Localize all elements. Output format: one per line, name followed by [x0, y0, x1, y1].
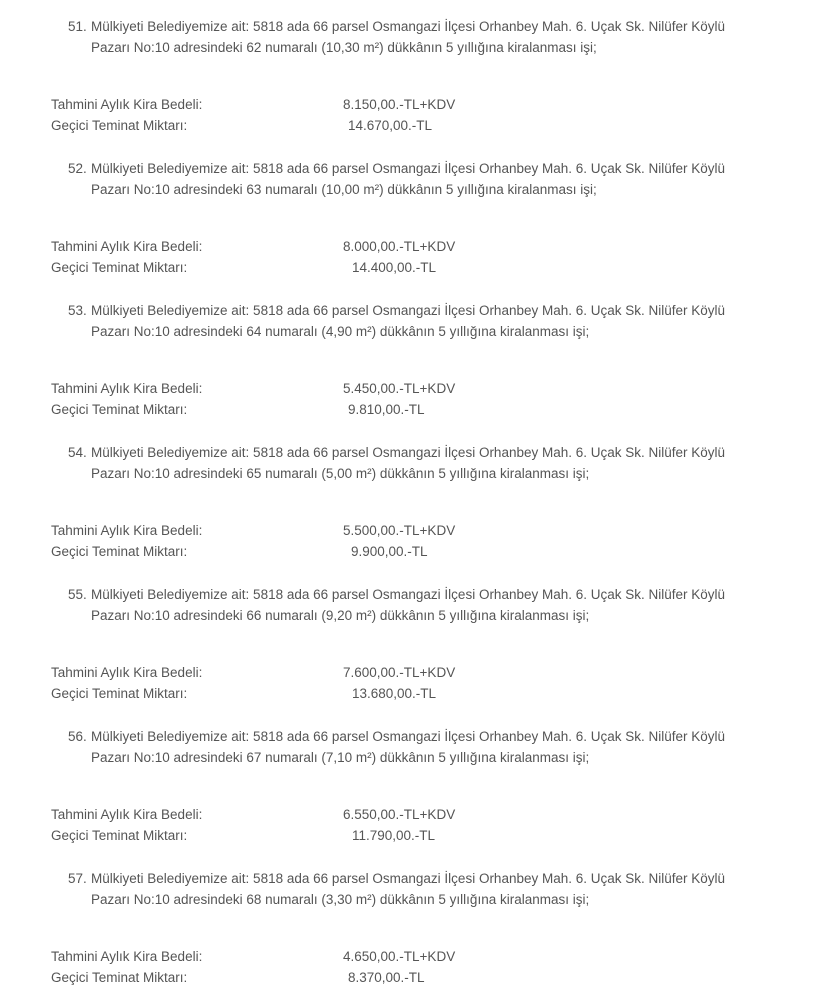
lease-item-52	[0, 144, 814, 286]
item-text-line-2: Pazarı No:10 adresindeki 68 numaralı (3,30 m²) dükkânın 5 yıllığına kiralanması işi;	[91, 892, 590, 907]
rent-label: Tahmini Aylık Kira Bedeli:	[51, 807, 203, 822]
item-number: 54.	[68, 445, 87, 460]
item-description	[68, 442, 758, 484]
item-description	[68, 158, 758, 200]
rent-value: 8.150,00.-TL+KDV	[343, 97, 456, 112]
rent-row	[51, 804, 751, 825]
item-number: 51.	[68, 19, 87, 34]
item-description	[68, 16, 758, 58]
rent-label: Tahmini Aylık Kira Bedeli:	[51, 381, 203, 396]
lease-item-55	[0, 570, 814, 712]
item-text-line-1: Mülkiyeti Belediyemize ait: 5818 ada 66 parsel Osmangazi İlçesi Orhanbey Mah. 6. Uçak Sk. Nilüfer Köylü	[91, 445, 726, 460]
rent-row	[51, 662, 751, 683]
deposit-row	[51, 399, 751, 420]
item-text-line-2: Pazarı No:10 adresindeki 65 numaralı (5,00 m²) dükkânın 5 yıllığına kiralanması işi;	[91, 466, 590, 481]
item-text-line-1: Mülkiyeti Belediyemize ait: 5818 ada 66 parsel Osmangazi İlçesi Orhanbey Mah. 6. Uçak Sk. Nilüfer Köylü	[91, 19, 726, 34]
item-description	[68, 300, 758, 342]
deposit-row	[51, 115, 751, 136]
rent-row	[51, 94, 751, 115]
deposit-value: 14.670,00.-TL	[348, 118, 433, 133]
rent-label: Tahmini Aylık Kira Bedeli:	[51, 239, 203, 254]
deposit-label: Geçici Teminat Miktarı:	[51, 118, 188, 133]
item-text-line-1: Mülkiyeti Belediyemize ait: 5818 ada 66 parsel Osmangazi İlçesi Orhanbey Mah. 6. Uçak Sk. Nilüfer Köylü	[91, 303, 726, 318]
deposit-label: Geçici Teminat Miktarı:	[51, 260, 188, 275]
deposit-value: 14.400,00.-TL	[352, 260, 437, 275]
lease-item-54	[0, 428, 814, 570]
deposit-row	[51, 541, 751, 562]
deposit-label: Geçici Teminat Miktarı:	[51, 828, 188, 843]
rent-label: Tahmini Aylık Kira Bedeli:	[51, 949, 203, 964]
item-text-line-2: Pazarı No:10 adresindeki 64 numaralı (4,90 m²) dükkânın 5 yıllığına kiralanması işi;	[91, 324, 590, 339]
item-text-line-1: Mülkiyeti Belediyemize ait: 5818 ada 66 parsel Osmangazi İlçesi Orhanbey Mah. 6. Uçak Sk. Nilüfer Köylü	[91, 587, 726, 602]
deposit-row	[51, 683, 751, 704]
deposit-value: 9.900,00.-TL	[351, 544, 428, 559]
lease-item-57	[0, 854, 814, 996]
item-number: 55.	[68, 587, 87, 602]
item-text-line-2: Pazarı No:10 adresindeki 62 numaralı (10,30 m²) dükkânın 5 yıllığına kiralanması işi;	[91, 40, 597, 55]
item-text-line-2: Pazarı No:10 adresindeki 63 numaralı (10,00 m²) dükkânın 5 yıllığına kiralanması işi;	[91, 182, 597, 197]
deposit-value: 8.370,00.-TL	[348, 970, 425, 985]
item-text-line-2: Pazarı No:10 adresindeki 66 numaralı (9,20 m²) dükkânın 5 yıllığına kiralanması işi;	[91, 608, 590, 623]
rent-row	[51, 520, 751, 541]
rent-value: 4.650,00.-TL+KDV	[343, 949, 456, 964]
rent-label: Tahmini Aylık Kira Bedeli:	[51, 665, 203, 680]
deposit-row	[51, 825, 751, 846]
rent-value: 6.550,00.-TL+KDV	[343, 807, 456, 822]
item-number: 56.	[68, 729, 87, 744]
deposit-row	[51, 967, 751, 988]
deposit-label: Geçici Teminat Miktarı:	[51, 402, 188, 417]
lease-item-51	[0, 2, 814, 144]
item-number: 57.	[68, 871, 87, 886]
rent-label: Tahmini Aylık Kira Bedeli:	[51, 523, 203, 538]
rent-label: Tahmini Aylık Kira Bedeli:	[51, 97, 203, 112]
item-text-line-2: Pazarı No:10 adresindeki 67 numaralı (7,10 m²) dükkânın 5 yıllığına kiralanması işi;	[91, 750, 590, 765]
item-description	[68, 584, 758, 626]
deposit-value: 13.680,00.-TL	[352, 686, 437, 701]
item-text-line-1: Mülkiyeti Belediyemize ait: 5818 ada 66 parsel Osmangazi İlçesi Orhanbey Mah. 6. Uçak Sk. Nilüfer Köylü	[91, 871, 726, 886]
rent-value: 5.450,00.-TL+KDV	[343, 381, 456, 396]
deposit-value: 11.790,00.-TL	[352, 828, 436, 843]
lease-item-53	[0, 286, 814, 428]
rent-row	[51, 946, 751, 967]
rent-value: 5.500,00.-TL+KDV	[343, 523, 456, 538]
rent-value: 8.000,00.-TL+KDV	[343, 239, 456, 254]
deposit-label: Geçici Teminat Miktarı:	[51, 970, 188, 985]
item-text-line-1: Mülkiyeti Belediyemize ait: 5818 ada 66 parsel Osmangazi İlçesi Orhanbey Mah. 6. Uçak Sk. Nilüfer Köylü	[91, 729, 726, 744]
deposit-row	[51, 257, 751, 278]
deposit-value: 9.810,00.-TL	[348, 402, 425, 417]
rent-value: 7.600,00.-TL+KDV	[343, 665, 456, 680]
item-description	[68, 726, 758, 768]
deposit-label: Geçici Teminat Miktarı:	[51, 544, 188, 559]
lease-item-56	[0, 712, 814, 854]
item-description	[68, 868, 758, 910]
deposit-label: Geçici Teminat Miktarı:	[51, 686, 188, 701]
item-number: 53.	[68, 303, 87, 318]
item-text-line-1: Mülkiyeti Belediyemize ait: 5818 ada 66 parsel Osmangazi İlçesi Orhanbey Mah. 6. Uçak Sk. Nilüfer Köylü	[91, 161, 726, 176]
rent-row	[51, 236, 751, 257]
rent-row	[51, 378, 751, 399]
item-number: 52.	[68, 161, 87, 176]
